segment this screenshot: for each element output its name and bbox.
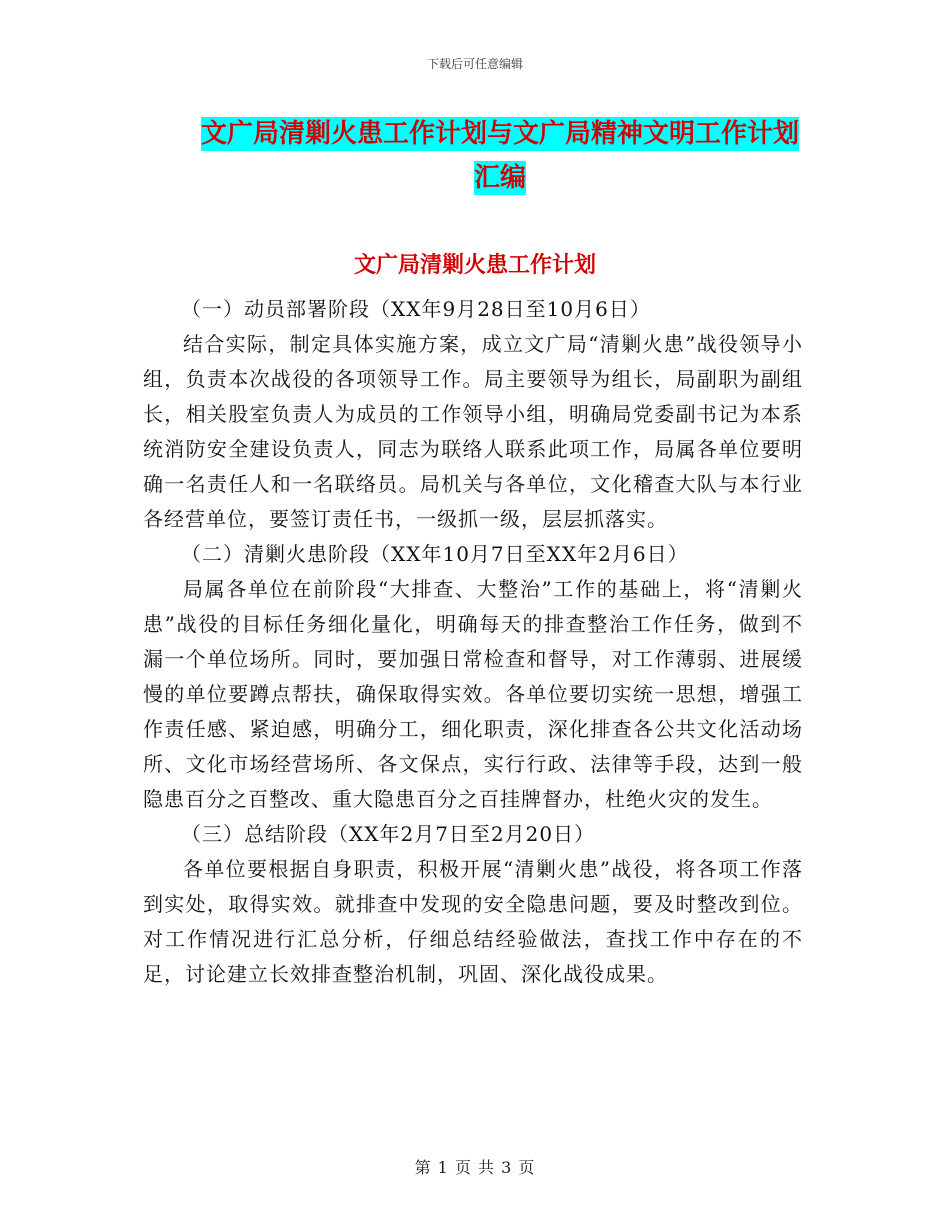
stage-heading-3: （三）总结阶段（XX年2月7日至2月20日） xyxy=(181,822,596,846)
stage-heading-2: （二）清剿火患阶段（XX年10月7日至XX年2月6日） xyxy=(181,542,689,566)
section-title: 文广局清剿火患工作计划 xyxy=(353,253,596,278)
header-note: 下载后可任意编辑 xyxy=(426,57,523,71)
paragraph: 局属各单位在前阶段“大排查、大整治”工作的基础上，将“清剿火患”战役的目标任务细化量化，明确每天的排查整治工作任务，做到不漏一个单位场所。同时，要加强日常检查和督导，对工作薄弱、进展缓慢的单位要蹲点帮扶，确保取得实效。各单位要切实统一思想，增强工作责任感、紧迫感，明确分工，细化职责，深化排查各公共文化活动场所、文化市场经营场所、各文保点，实行行政、法律等手段，达到一般隐患百分之百整改、重大隐患百分之百挂牌督办，杜绝火灾的发生。 xyxy=(143,577,803,811)
document-title xyxy=(150,112,850,200)
page-number: 第 1 页 共 3 页 xyxy=(414,1158,536,1177)
stage-heading-1: （一）动员部署阶段（XX年9月28日至10月6日） xyxy=(181,297,651,321)
document-title-line2: 汇编 xyxy=(473,163,526,193)
document-title-line1: 文广局清剿火患工作计划与文广局精神文明工作计划 xyxy=(200,119,799,149)
paragraph: 各单位要根据自身职责，积极开展“清剿火患”战役，将各项工作落到实处，取得实效。就排查中发现的安全隐患问题，要及时整改到位。对工作情况进行汇总分析，仔细总结经验做法，查找工作中存在的不足，讨论建立长效排查整治机制，巩固、深化战役成果。 xyxy=(143,857,803,986)
paragraph: 结合实际，制定具体实施方案，成立文广局“清剿火患”战役领导小组，负责本次战役的各项领导工作。局主要领导为组长，局副职为副组长，相关股室负责人为成员的工作领导小组，明确局党委副书记为本系统消防安全建设负责人，同志为联络人联系此项工作，局属各单位要明确一名责任人和一名联络员。局机关与各单位，文化稽查大队与本行业各经营单位，要签订责任书，一级抓一级，层层抓落实。 xyxy=(143,332,803,531)
document-body xyxy=(143,292,803,992)
